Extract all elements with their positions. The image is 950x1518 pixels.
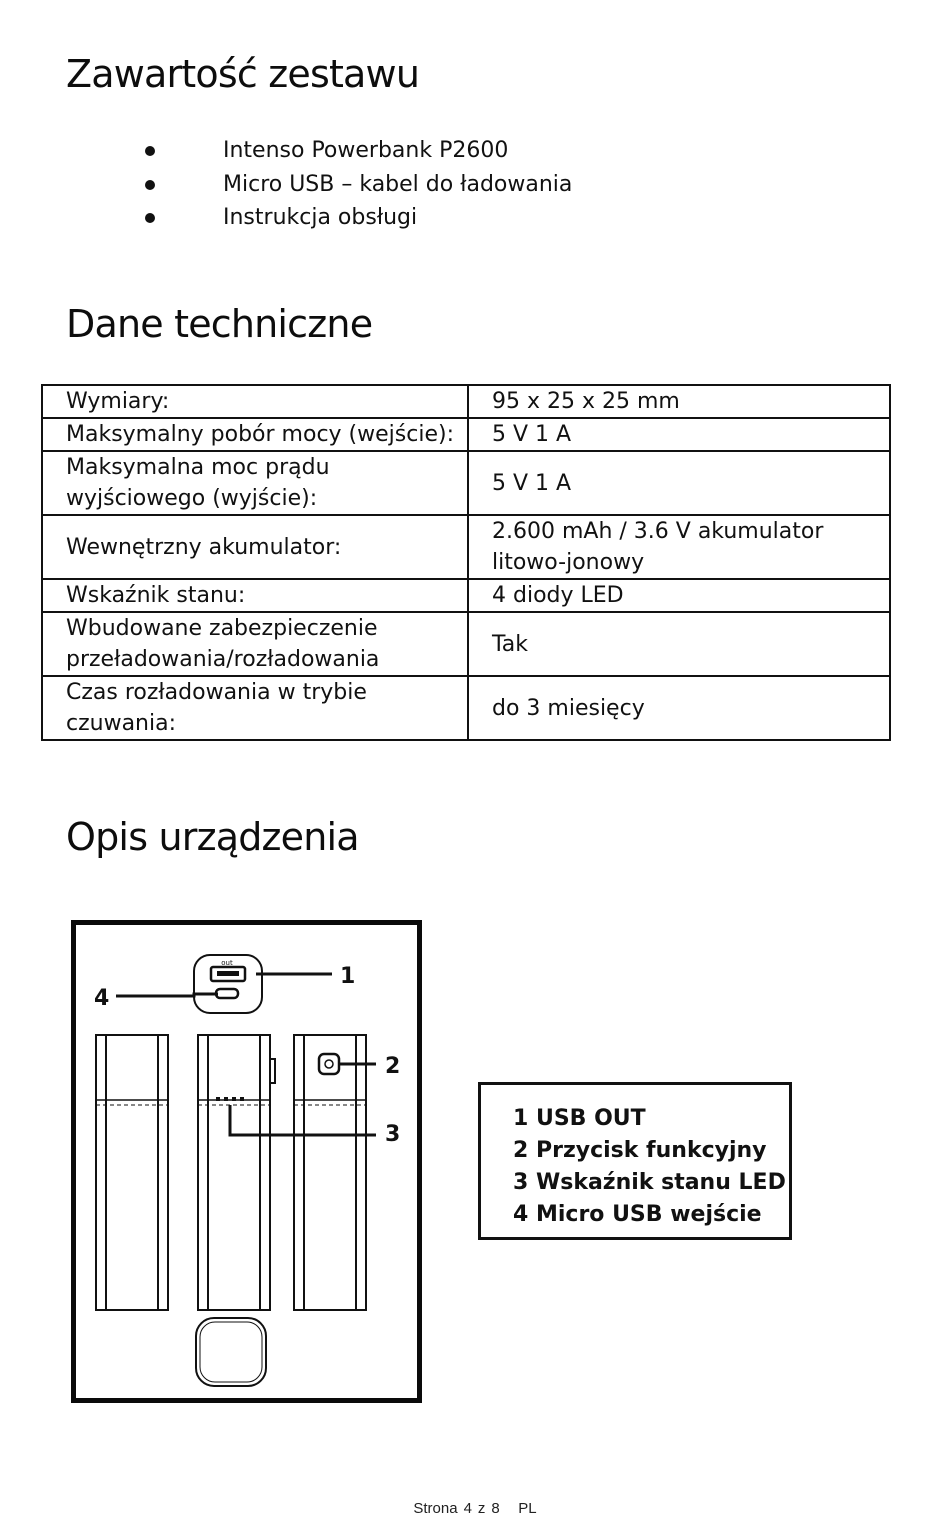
- spec-label: Maksymalna moc prądu wyjściowego (wyjście):: [42, 451, 468, 515]
- led-icon: [240, 1097, 244, 1101]
- bullet-icon: [145, 213, 155, 223]
- footer-page: 4: [463, 1500, 472, 1517]
- device-diagram: [71, 920, 422, 1403]
- spec-value: do 3 miesięcy: [468, 676, 890, 740]
- led-icon: [224, 1097, 228, 1101]
- button-nub-icon: [270, 1059, 275, 1083]
- footer-of: z: [477, 1500, 486, 1517]
- callout-label-3: 3: [385, 1122, 401, 1147]
- legend-item: 1 USB OUT: [513, 1106, 646, 1131]
- usb-out-port-inner: [217, 971, 239, 976]
- micro-usb-port-icon: [216, 989, 238, 998]
- spec-value: 95 x 25 x 25 mm: [468, 385, 890, 418]
- table-row: [42, 515, 890, 579]
- table-row: [42, 385, 890, 418]
- power-symbol-icon: [325, 1060, 333, 1068]
- spec-label: Wskaźnik stanu:: [42, 579, 468, 612]
- table-row: [42, 612, 890, 676]
- device-drawing: [76, 925, 417, 1398]
- port-marking: out: [221, 959, 233, 967]
- diagram-legend: [478, 1082, 792, 1240]
- footer-total: 8: [491, 1500, 500, 1517]
- legend-item: 2 Przycisk funkcyjny: [513, 1138, 767, 1163]
- function-button-icon: [319, 1054, 339, 1074]
- led-icon: [216, 1097, 220, 1101]
- contents-heading: Zawartość zestawu: [66, 52, 420, 96]
- bullet-icon: [145, 180, 155, 190]
- spec-label: Wymiary:: [42, 385, 468, 418]
- table-row: [42, 451, 890, 515]
- spec-value: Tak: [468, 612, 890, 676]
- callout-line-4: [116, 994, 218, 996]
- callout-label-2: 2: [385, 1054, 401, 1079]
- legend-item: 3 Wskaźnik stanu LED: [513, 1170, 786, 1195]
- spec-value: 5 V 1 A: [468, 451, 890, 515]
- led-icon: [232, 1097, 236, 1101]
- footer-prefix: Strona: [413, 1500, 458, 1517]
- specs-heading: Dane techniczne: [66, 302, 373, 346]
- table-row: [42, 676, 890, 740]
- description-heading: Opis urządzenia: [66, 815, 359, 859]
- table-row: [42, 579, 890, 612]
- callout-label-4: 4: [94, 986, 110, 1011]
- spec-label: Wewnętrzny akumulator:: [42, 515, 468, 579]
- bottom-view-inner: [200, 1322, 262, 1382]
- spec-value: 5 V 1 A: [468, 418, 890, 451]
- spec-label: Wbudowane zabezpieczenie przeładowania/rozładowania: [42, 612, 468, 676]
- spec-label: Czas rozładowania w trybie czuwania:: [42, 676, 468, 740]
- spec-value: 2.600 mAh / 3.6 V akumulator litowo-jonowy: [468, 515, 890, 579]
- page-footer: [0, 1500, 950, 1517]
- bottom-view-outline: [196, 1318, 266, 1386]
- spec-label: Maksymalny pobór mocy (wejście):: [42, 418, 468, 451]
- footer-lang: PL: [518, 1500, 537, 1517]
- callout-label-1: 1: [340, 964, 356, 989]
- bullet-icon: [145, 146, 155, 156]
- specs-table: [41, 384, 891, 741]
- spec-value: 4 diody LED: [468, 579, 890, 612]
- table-row: [42, 418, 890, 451]
- legend-item: 4 Micro USB wejście: [513, 1202, 762, 1227]
